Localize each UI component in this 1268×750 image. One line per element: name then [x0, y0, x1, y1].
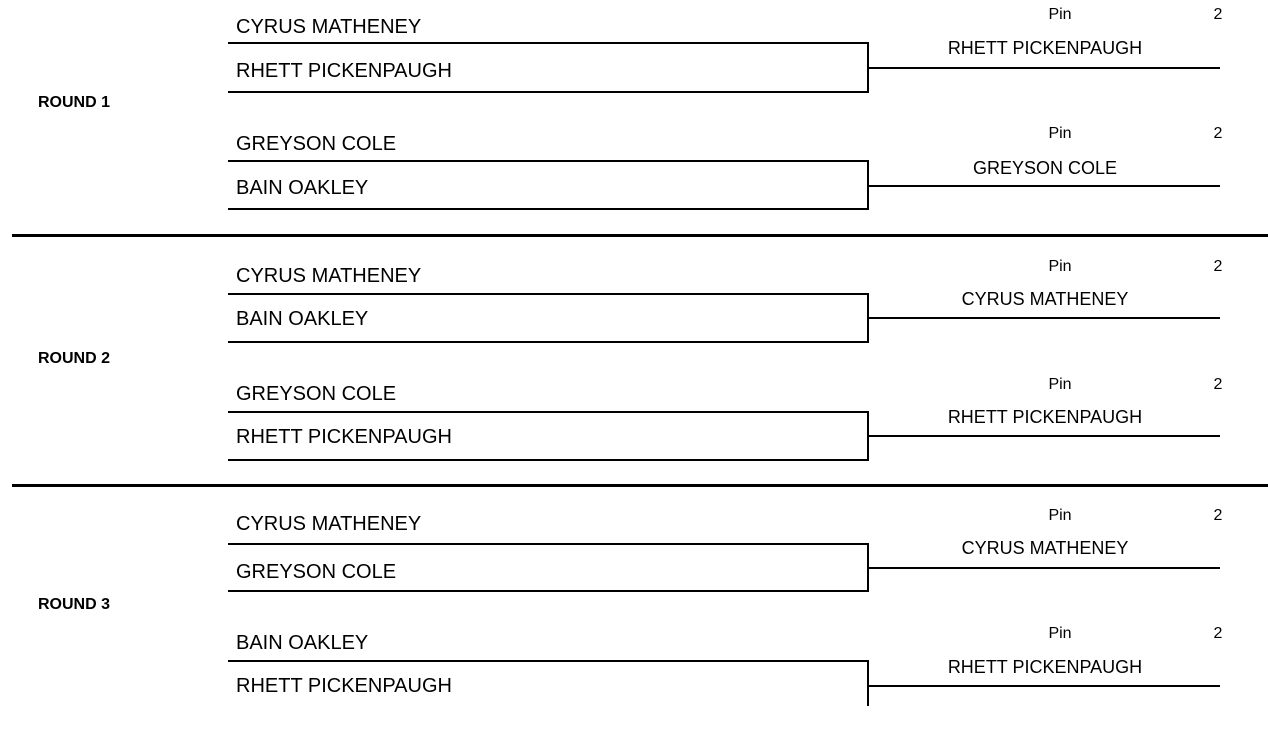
winner-name: GREYSON COLE: [972, 158, 1118, 178]
top-line: [228, 411, 869, 413]
wrestler-bottom: BAIN OAKLEY: [236, 177, 369, 199]
win-method: Pin: [1048, 625, 1072, 642]
wrestler-top: CYRUS MATHENEY: [236, 16, 422, 38]
wrestler-bottom: GREYSON COLE: [236, 561, 397, 583]
winner-line: [869, 435, 1220, 437]
win-method: Pin: [1048, 125, 1072, 142]
round-3-section: [0, 500, 1268, 750]
bottom-line: [228, 341, 869, 343]
round-label: ROUND 3: [38, 596, 111, 613]
match-bracket: [0, 118, 1268, 236]
wrestler-top: GREYSON COLE: [236, 133, 397, 155]
round-2-section: [0, 250, 1268, 500]
wrestler-top: BAIN OAKLEY: [236, 632, 369, 654]
match-bracket: [0, 500, 1268, 618]
round-divider: [12, 484, 1268, 487]
match-bracket: [0, 368, 1268, 486]
wrestler-bottom: BAIN OAKLEY: [236, 308, 369, 330]
win-method: Pin: [1048, 6, 1072, 23]
points: 2: [1213, 6, 1223, 23]
winner-name: CYRUS MATHENEY: [961, 538, 1129, 558]
top-line: [228, 660, 869, 662]
round-label: ROUND 1: [38, 94, 111, 111]
bottom-line: [228, 91, 869, 93]
winner-name: RHETT PICKENPAUGH: [947, 38, 1143, 58]
wrestler-top: CYRUS MATHENEY: [236, 513, 422, 535]
winner-name: RHETT PICKENPAUGH: [947, 407, 1143, 427]
winner-line: [869, 317, 1220, 319]
match-bracket: [0, 250, 1268, 368]
top-line: [228, 293, 869, 295]
bottom-line: [228, 590, 869, 592]
round-label: ROUND 2: [38, 350, 111, 367]
wrestler-bottom: RHETT PICKENPAUGH: [236, 426, 452, 448]
round-1-section: [0, 0, 1268, 250]
win-method: Pin: [1048, 376, 1072, 393]
bottom-line: [228, 208, 869, 210]
win-method: Pin: [1048, 258, 1072, 275]
winner-line: [869, 67, 1220, 69]
top-line: [228, 543, 869, 545]
wrestler-top: GREYSON COLE: [236, 383, 397, 405]
bracket-connector: [867, 660, 869, 706]
bottom-line: [228, 459, 869, 461]
points: 2: [1213, 125, 1223, 142]
points: 2: [1213, 258, 1223, 275]
round-divider: [12, 234, 1268, 237]
win-method: Pin: [1048, 507, 1072, 524]
top-line: [228, 42, 869, 44]
wrestler-bottom: RHETT PICKENPAUGH: [236, 675, 452, 697]
wrestler-bottom: RHETT PICKENPAUGH: [236, 60, 452, 82]
winner-line: [869, 567, 1220, 569]
wrestler-top: CYRUS MATHENEY: [236, 265, 422, 287]
points: 2: [1213, 507, 1223, 524]
winner-line: [869, 685, 1220, 687]
winner-name: CYRUS MATHENEY: [961, 289, 1129, 309]
winner-name: RHETT PICKENPAUGH: [947, 657, 1143, 677]
points: 2: [1213, 625, 1223, 642]
top-line: [228, 160, 869, 162]
match-bracket: [0, 0, 1268, 118]
winner-line: [869, 185, 1220, 187]
match-bracket: [0, 618, 1268, 736]
points: 2: [1213, 376, 1223, 393]
